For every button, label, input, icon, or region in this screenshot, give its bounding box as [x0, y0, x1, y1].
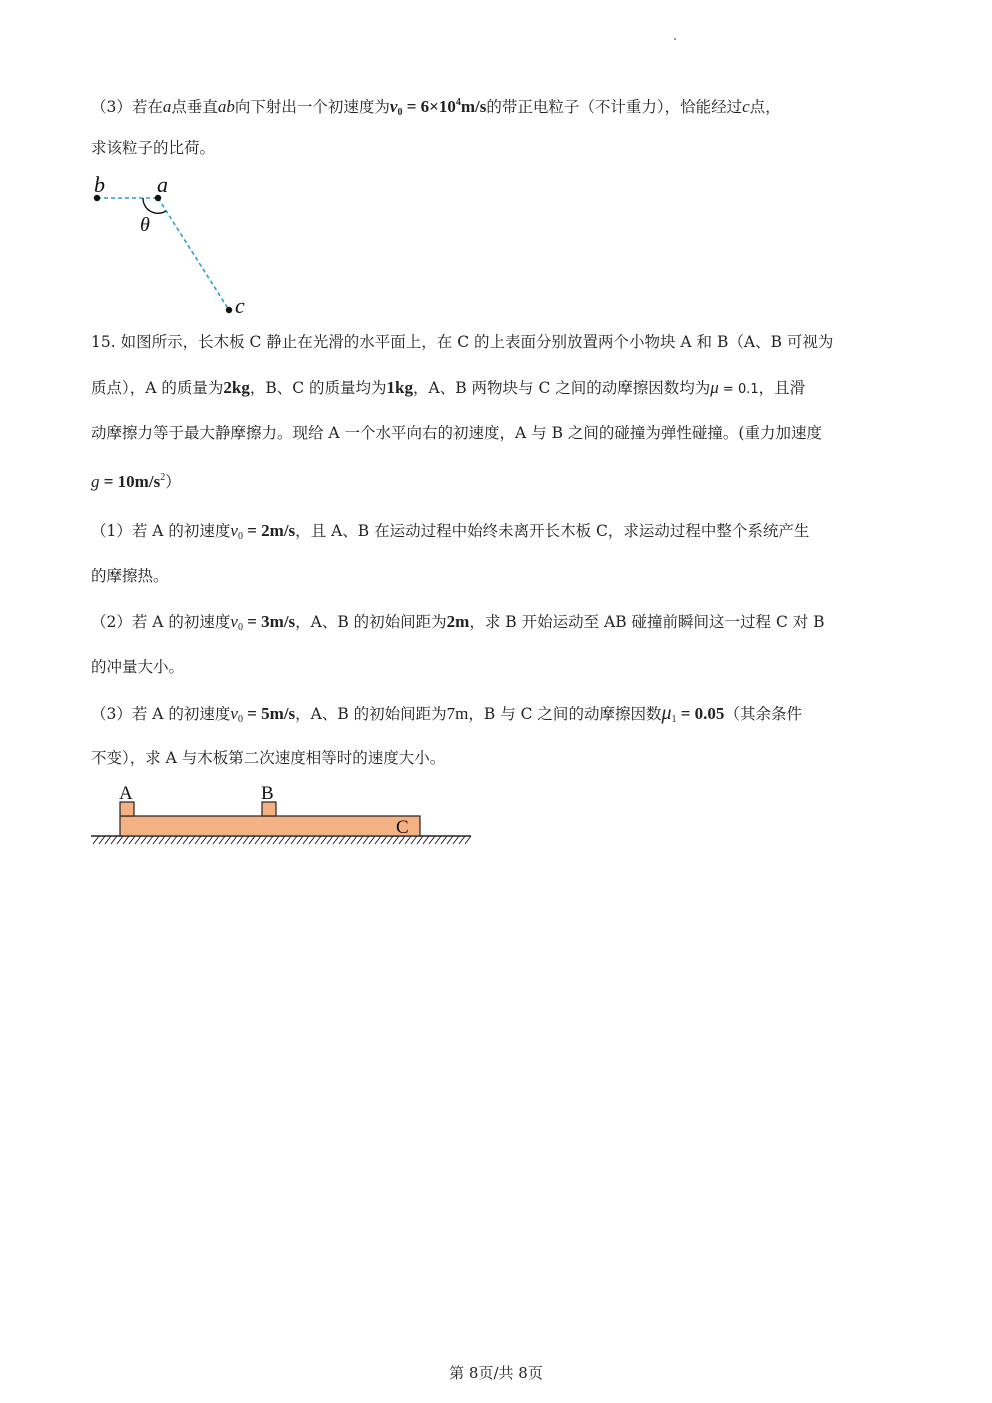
hatch-mark [231, 836, 237, 844]
hatch-mark [237, 836, 243, 844]
hatch-mark [333, 836, 339, 844]
part1-velocity: $v_0 = 2m/s$ [230, 521, 296, 542]
hatch-mark [123, 836, 129, 844]
hatch-mark [387, 836, 393, 844]
hatch-mark [225, 836, 231, 844]
q15-part3-line2: 不变），求 A 与木板第二次速度相等时的速度大小。 [91, 749, 446, 767]
hatch-mark [183, 836, 189, 844]
hatch-mark [195, 836, 201, 844]
hatch-mark [435, 836, 441, 844]
fig2-label-b: B [261, 783, 274, 804]
hatch-mark [441, 836, 447, 844]
fig1-label-theta: θ [140, 214, 150, 236]
q15-part2-line1: （2）若 A 的初速度$v_0 = 3m/s$，A、B 的初始间距为2m，求 B 开始运动至 AB 碰撞前瞬间这一过程 C 对 B [91, 612, 825, 633]
q15-line2: 质点），A 的质量为2kg，B、C 的质量均为1kg，A、B 两物块与 C 之间的动摩擦因数均为μ = 0.1，且滑 [91, 378, 806, 397]
hatch-mark [159, 836, 165, 844]
q15-line1: 15. 如图所示，长木板 C 静止在光滑的水平面上，在 C 的上表面分别放置两个小物块 A 和 B（A、B 可视为 [91, 333, 834, 351]
q14-part3-line2: 求该粒子的比荷。 [91, 139, 216, 157]
fig2-label-a: A [119, 783, 133, 804]
angle-diagram [88, 170, 258, 320]
hatch-mark [165, 836, 171, 844]
board-c [120, 816, 420, 836]
initial-velocity-formula: $v_0 = 6\times 10^4m/s$ [389, 97, 487, 118]
q15-part3-line1: （3）若 A 的初速度$v_0 = 5m/s$，A、B 的初始间距为7m，B 与 C 之间的动摩擦因数$\mu_1 = 0.05$（其余条件 [91, 702, 802, 725]
hatch-mark [255, 836, 261, 844]
hatch-mark [177, 836, 183, 844]
fig1-label-b: b [94, 172, 105, 197]
q15-part2-line2: 的冲量大小。 [91, 658, 185, 676]
hatch-mark [105, 836, 111, 844]
hatch-mark [453, 836, 459, 844]
block-b [262, 802, 276, 816]
fig2-label-c: C [396, 817, 409, 838]
hatch-mark [111, 836, 117, 844]
hatch-mark [423, 836, 429, 844]
hatch-mark [327, 836, 333, 844]
hatch-mark [303, 836, 309, 844]
q15-line4: $g = 10m/s^2$） [91, 472, 181, 491]
part3-distance: 7m [446, 704, 469, 723]
hatch-mark [447, 836, 453, 844]
part2-distance: 2m [446, 612, 470, 631]
hatch-mark [93, 836, 99, 844]
mass-bc: 1kg [386, 378, 413, 397]
hatch-mark [357, 836, 363, 844]
ground-hatching [93, 836, 471, 844]
hatch-mark [309, 836, 315, 844]
hatch-mark [321, 836, 327, 844]
fig1-label-c: c [235, 293, 245, 318]
mass-a: 2kg [223, 378, 250, 397]
hatch-mark [345, 836, 351, 844]
page-footer: 第 8页/共 8页 [449, 1364, 543, 1382]
hatch-mark [261, 836, 267, 844]
hatch-mark [249, 836, 255, 844]
q15-line3: 动摩擦力等于最大静摩擦力。现给 A 一个水平向右的初速度，A 与 B 之间的碰撞为弹性碰撞。(重力加速度 [91, 424, 822, 442]
point-c-label: c [742, 97, 750, 116]
hatch-mark [171, 836, 177, 844]
hatch-mark [459, 836, 465, 844]
q14-part3-line1: （3）若在a点垂直ab向下射出一个初速度为$v_0 = 6\times 10^4m/s$的带正电粒子（不计重力），恰能经过c点， [91, 97, 781, 118]
hatch-mark [135, 836, 141, 844]
hatch-mark [339, 836, 345, 844]
hatch-mark [297, 836, 303, 844]
segment-ab-label: ab [217, 97, 235, 116]
q15-part1-line2: 的摩擦热。 [91, 567, 169, 585]
gravity-formula: $g = 10m/s^2$ [91, 472, 166, 491]
fig1-label-a: a [157, 172, 168, 197]
friction-coefficient: μ = 0.1 [710, 378, 759, 397]
segment-ac [158, 198, 229, 310]
hatch-mark [285, 836, 291, 844]
hatch-mark [375, 836, 381, 844]
hatch-mark [315, 836, 321, 844]
friction-coefficient-mu1: $\mu_1 = 0.05$ [661, 702, 725, 725]
hatch-mark [417, 836, 423, 844]
hatch-mark [363, 836, 369, 844]
hatch-mark [117, 836, 123, 844]
hatch-mark [213, 836, 219, 844]
point-a-label: a [162, 97, 172, 116]
part3-velocity: $v_0 = 5m/s$ [230, 704, 296, 725]
block-a [120, 802, 134, 816]
q15-part1-line1: （1）若 A 的初速度$v_0 = 2m/s$，且 A、B 在运动过程中始终未离开长木板 C，求运动过程中整个系统产生 [91, 521, 810, 542]
hatch-mark [291, 836, 297, 844]
scan-mark [674, 38, 676, 40]
hatch-mark [351, 836, 357, 844]
hatch-mark [411, 836, 417, 844]
hatch-mark [153, 836, 159, 844]
hatch-mark [201, 836, 207, 844]
board-diagram [88, 778, 478, 853]
hatch-mark [141, 836, 147, 844]
hatch-mark [369, 836, 375, 844]
hatch-mark [429, 836, 435, 844]
hatch-mark [243, 836, 249, 844]
hatch-mark [219, 836, 225, 844]
hatch-mark [147, 836, 153, 844]
hatch-mark [465, 836, 471, 844]
hatch-mark [273, 836, 279, 844]
hatch-mark [129, 836, 135, 844]
hatch-mark [207, 836, 213, 844]
hatch-mark [279, 836, 285, 844]
hatch-mark [189, 836, 195, 844]
dot-c [226, 307, 232, 313]
hatch-mark [99, 836, 105, 844]
hatch-mark [267, 836, 273, 844]
hatch-mark [381, 836, 387, 844]
part2-velocity: $v_0 = 3m/s$ [230, 612, 296, 633]
